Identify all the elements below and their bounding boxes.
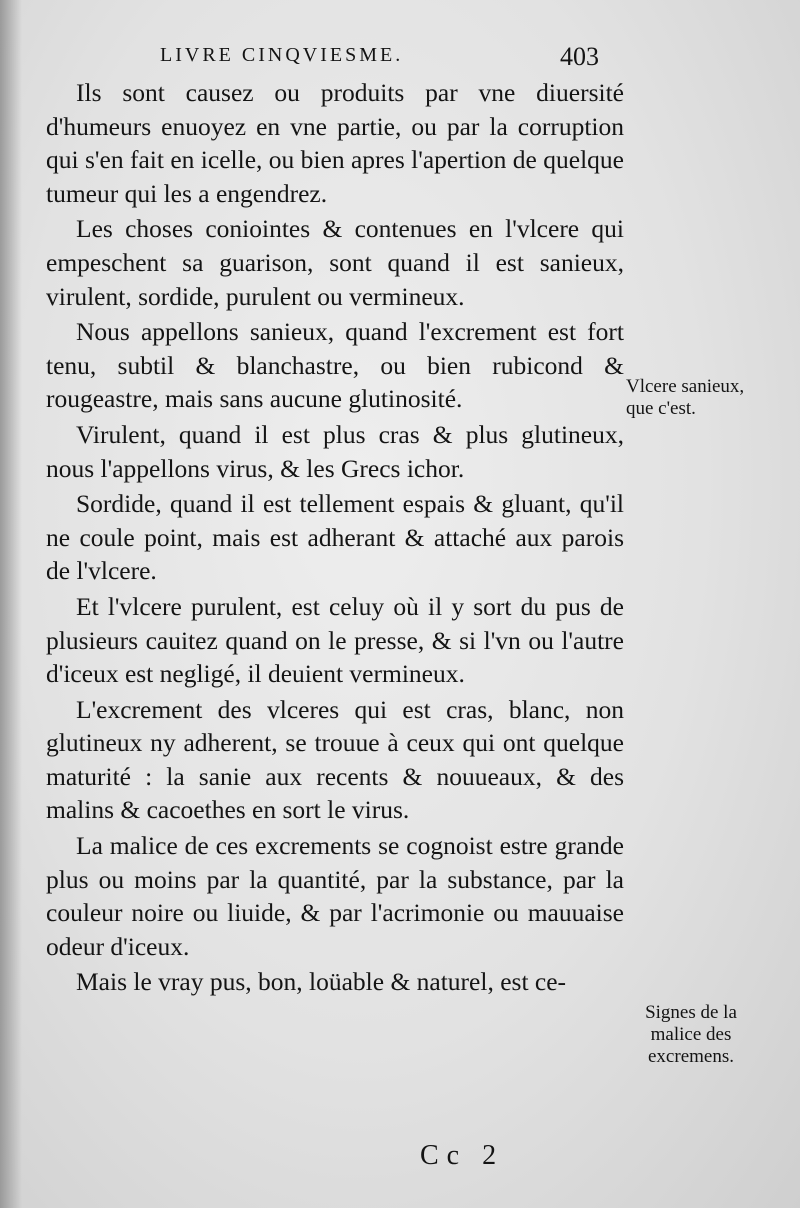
paragraph: Mais le vray pus, bon, loüable & naturel, est ce-: [76, 967, 567, 997]
paragraph: Et l'vlcere purulent, est celuy où il y sort du pus de plusieurs cauitez quand on le presse, & si l'vn ou l'autre d'iceux est negligé, il deuient vermineux.: [46, 591, 624, 689]
signature-mark: Cc 2: [420, 1140, 505, 1171]
paragraph: Les choses coniointes & contenues en l'vlcere qui empeschent sa guarison, sont quand il est sanieux, virulent, sordide, purulent ou vermineux.: [46, 214, 624, 311]
marginal-note: Vlcere sanieux, que c'est.: [626, 376, 745, 419]
paragraph: L'excrement des vlceres qui est cras, blanc, non glutineux ny adherent, se trouue à ceux qui ont quelque maturité : la sanie aux recents & nouueaux, & des malins & cacoethes en sort le virus.: [46, 694, 624, 825]
paragraph: Nous appellons sanieux, quand l'excrement est fort tenu, subtil & blanchastre, ou bien rubicond & rougeastre, mais sans aucune glutinosité.: [46, 317, 624, 414]
paragraph: Sordide, quand il est tellement espais & gluant, qu'il ne coule point, mais est adherant & attaché aux parois de l'vlcere.: [46, 489, 624, 586]
paragraph: Ils sont causez ou produits par vne diuersité d'humeurs enuoyez en vne partie, ou par la corruption qui s'en fait en icelle, ou bien apres l'apertion de quelque tumeur qui les a engendrez.: [46, 78, 624, 208]
marginal-note: Signes de la malice des excremens.: [645, 1002, 737, 1067]
main-text: [46, 76, 624, 1001]
running-head: LIVRE CINQVIESME.: [160, 44, 404, 66]
paragraph: Virulent, quand il est plus cras & plus glutineux, nous l'appellons virus, & les Grecs ichor.: [46, 419, 624, 483]
gutter-shadow: [0, 0, 22, 1208]
paragraph: La malice de ces excrements se cognoist estre grande plus ou moins par la quantité, par la substance, par la couleur noire ou liuide, & par l'acrimonie ou mauuaise odeur d'iceux.: [46, 831, 624, 961]
page-number: 403: [560, 42, 599, 71]
